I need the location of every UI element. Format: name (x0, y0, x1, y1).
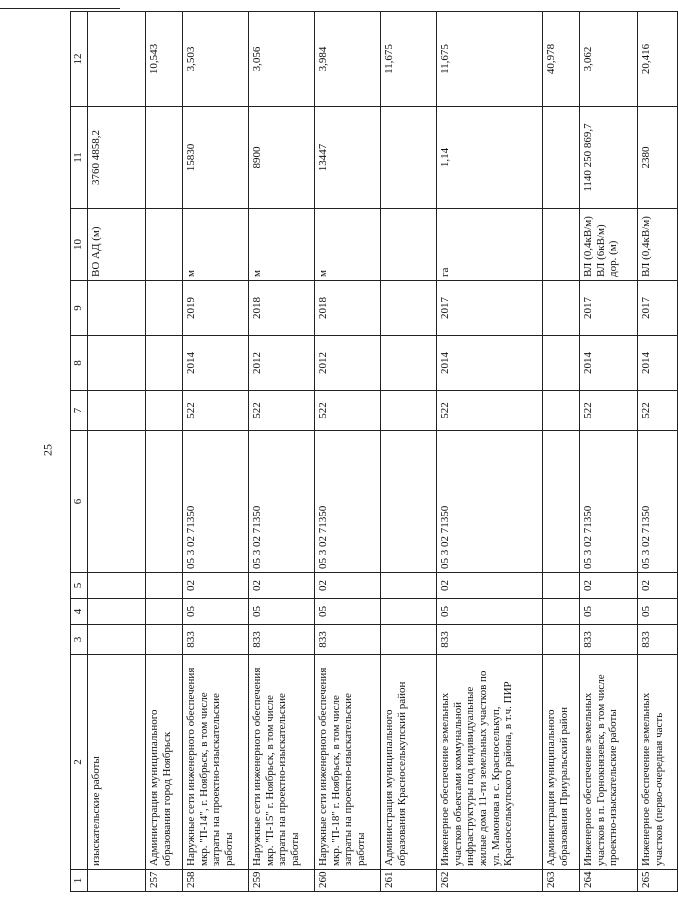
cell-col-9: 2019 (183, 281, 249, 336)
cell-col-12: 10,543 (146, 12, 183, 107)
cell-col-9 (543, 281, 580, 336)
cell-col-4 (543, 599, 580, 625)
cell-col-12: 40,978 (543, 12, 580, 107)
cell-col-7 (88, 391, 146, 431)
cell-col-8: 2014 (580, 336, 638, 391)
cell-col-6: 05 3 02 71350 (580, 431, 638, 573)
cell-col-6 (88, 431, 146, 573)
cell-col-12: 11,675 (437, 12, 543, 107)
cell-col-7: 522 (580, 391, 638, 431)
cell-col-8: 2014 (437, 336, 543, 391)
cell-col-11: 1,14 (437, 107, 543, 209)
cell-col-4: 05 (638, 599, 678, 625)
header-cell: 8 (71, 336, 88, 391)
table-row (249, 12, 315, 892)
budget-table (70, 11, 678, 892)
cell-col-1: 259 (249, 870, 315, 892)
header-cell: 7 (71, 391, 88, 431)
table-body (71, 12, 678, 892)
table-row (437, 12, 543, 892)
cell-col-7: 522 (638, 391, 678, 431)
cell-col-6: 05 3 02 71350 (315, 431, 381, 573)
cell-col-10: ВЛ (0,4кВ/м) (638, 209, 678, 281)
cell-col-10 (381, 209, 437, 281)
cell-col-1: 263 (543, 870, 580, 892)
cell-col-8: 2012 (315, 336, 381, 391)
cell-col-8 (543, 336, 580, 391)
cell-col-6 (146, 431, 183, 573)
cell-col-11 (146, 107, 183, 209)
header-cell: 1 (71, 870, 88, 892)
header-cell: 6 (71, 431, 88, 573)
header-cell: 5 (71, 573, 88, 599)
cell-col-9 (146, 281, 183, 336)
cell-col-11: 3760 4858,2 (88, 107, 146, 209)
rotated-table-container (70, 12, 665, 892)
cell-col-5: 02 (183, 573, 249, 599)
top-rule (0, 8, 120, 9)
cell-col-11: 8900 (249, 107, 315, 209)
cell-col-4: 05 (183, 599, 249, 625)
cell-col-4: 05 (580, 599, 638, 625)
cell-col-5 (146, 573, 183, 599)
cell-col-7 (146, 391, 183, 431)
cell-col-10: га (437, 209, 543, 281)
cell-col-3: 833 (580, 625, 638, 655)
header-cell: 3 (71, 625, 88, 655)
cell-col-7: 522 (315, 391, 381, 431)
cell-col-3: 833 (315, 625, 381, 655)
cell-col-12: 11,675 (381, 12, 437, 107)
cell-col-8 (146, 336, 183, 391)
cell-col-10 (543, 209, 580, 281)
table-row (381, 12, 437, 892)
cell-col-2: изыскательские работы (88, 655, 146, 870)
cell-col-5: 02 (580, 573, 638, 599)
cell-col-1: 261 (381, 870, 437, 892)
cell-col-8 (381, 336, 437, 391)
cell-col-10: м (249, 209, 315, 281)
cell-col-10: ВЛ (0,4кВ/м) ВЛ (6кВ/м) дор. (м) (580, 209, 638, 281)
header-cell: 12 (71, 12, 88, 107)
cell-col-12: 20,416 (638, 12, 678, 107)
table-row (183, 12, 249, 892)
cell-col-11: 2380 (638, 107, 678, 209)
cell-col-9: 2017 (580, 281, 638, 336)
cell-col-6 (381, 431, 437, 573)
cell-col-12: 3,503 (183, 12, 249, 107)
cell-col-12: 3,062 (580, 12, 638, 107)
cell-col-6 (543, 431, 580, 573)
cell-col-4: 05 (315, 599, 381, 625)
cell-col-3 (88, 625, 146, 655)
cell-col-9: 2018 (315, 281, 381, 336)
cell-col-1: 257 (146, 870, 183, 892)
cell-col-11 (381, 107, 437, 209)
header-cell: 9 (71, 281, 88, 336)
cell-col-12 (88, 12, 146, 107)
header-cell: 10 (71, 209, 88, 281)
cell-col-9 (88, 281, 146, 336)
cell-col-6: 05 3 02 71350 (437, 431, 543, 573)
cell-col-3: 833 (249, 625, 315, 655)
cell-col-1: 258 (183, 870, 249, 892)
cell-col-2: Инженерное обеспечение земельных участков (перво-очередная часть (638, 655, 678, 870)
cell-col-1: 260 (315, 870, 381, 892)
cell-col-9: 2017 (437, 281, 543, 336)
cell-col-3: 833 (437, 625, 543, 655)
cell-col-12: 3,056 (249, 12, 315, 107)
cell-col-5: 02 (315, 573, 381, 599)
cell-col-11: 15830 (183, 107, 249, 209)
cell-col-6: 05 3 02 71350 (249, 431, 315, 573)
cell-col-2: Администрация муниципального образования город Ноябрьск (146, 655, 183, 870)
cell-col-7: 522 (437, 391, 543, 431)
cell-col-5: 02 (638, 573, 678, 599)
cell-col-6: 05 3 02 71350 (183, 431, 249, 573)
cell-col-7 (381, 391, 437, 431)
table-row (580, 12, 638, 892)
cell-col-4: 05 (437, 599, 543, 625)
table-row (638, 12, 678, 892)
cell-col-9 (381, 281, 437, 336)
cell-col-1: 264 (580, 870, 638, 892)
cell-col-11: 13447 (315, 107, 381, 209)
cell-col-3 (543, 625, 580, 655)
cell-col-4 (381, 599, 437, 625)
cell-col-2: Администрация муниципального образования Приуральский район (543, 655, 580, 870)
table-row (88, 12, 146, 892)
header-cell: 4 (71, 599, 88, 625)
cell-col-7: 522 (183, 391, 249, 431)
cell-col-10 (146, 209, 183, 281)
cell-col-7 (543, 391, 580, 431)
table-row (315, 12, 381, 892)
cell-col-10: м (315, 209, 381, 281)
cell-col-5: 02 (249, 573, 315, 599)
cell-col-3: 833 (183, 625, 249, 655)
cell-col-3 (146, 625, 183, 655)
table-row (543, 12, 580, 892)
cell-col-8 (88, 336, 146, 391)
cell-col-2: Инженерное обеспечение земельных участков в п. Горнокнязевск, в том числе проектно-изыскательские работы (580, 655, 638, 870)
cell-col-11: 1140 250 869,7 (580, 107, 638, 209)
page-number: 25 (40, 444, 55, 456)
cell-col-4 (88, 599, 146, 625)
cell-col-10: ВО АД (м) (88, 209, 146, 281)
header-cell: 2 (71, 655, 88, 870)
table-row (146, 12, 183, 892)
cell-col-11 (543, 107, 580, 209)
cell-col-10: м (183, 209, 249, 281)
cell-col-4: 05 (249, 599, 315, 625)
cell-col-5 (543, 573, 580, 599)
cell-col-2: Администрация муниципального образования Красноселькупский район (381, 655, 437, 870)
cell-col-3: 833 (638, 625, 678, 655)
cell-col-5 (381, 573, 437, 599)
header-row (71, 12, 88, 892)
cell-col-9: 2017 (638, 281, 678, 336)
cell-col-8: 2012 (249, 336, 315, 391)
cell-col-3 (381, 625, 437, 655)
cell-col-2: Наружные сети инженерного обеспечения мкр. "П-18" г. Ноябрьск, в том числе затраты на проектно-изыскательские работы (315, 655, 381, 870)
cell-col-1: 262 (437, 870, 543, 892)
header-cell: 11 (71, 107, 88, 209)
cell-col-8: 2014 (638, 336, 678, 391)
cell-col-2: Наружные сети инженерного обеспечения мкр. "П-15" г. Ноябрьск, в том числе затраты на проектно-изыскательские работы (249, 655, 315, 870)
cell-col-2: Наружные сети инженерного обеспечения мкр. "П-14", г. Ноябрьск, в том числе затраты на проектно-изыскательские работы (183, 655, 249, 870)
cell-col-5 (88, 573, 146, 599)
cell-col-9: 2018 (249, 281, 315, 336)
cell-col-1 (88, 870, 146, 892)
cell-col-2: Инженерное обеспечение земельных участков объектами коммунальной инфраструктуры под индивидуальные жилые дома 11-ти земельных участков по ул. Мамонова в с. Красноселькуп, Красноселькупского района, в т.ч. ПИР (437, 655, 543, 870)
cell-col-1: 265 (638, 870, 678, 892)
cell-col-6: 05 3 02 71350 (638, 431, 678, 573)
cell-col-8: 2014 (183, 336, 249, 391)
cell-col-12: 3,984 (315, 12, 381, 107)
cell-col-4 (146, 599, 183, 625)
cell-col-5: 02 (437, 573, 543, 599)
cell-col-7: 522 (249, 391, 315, 431)
